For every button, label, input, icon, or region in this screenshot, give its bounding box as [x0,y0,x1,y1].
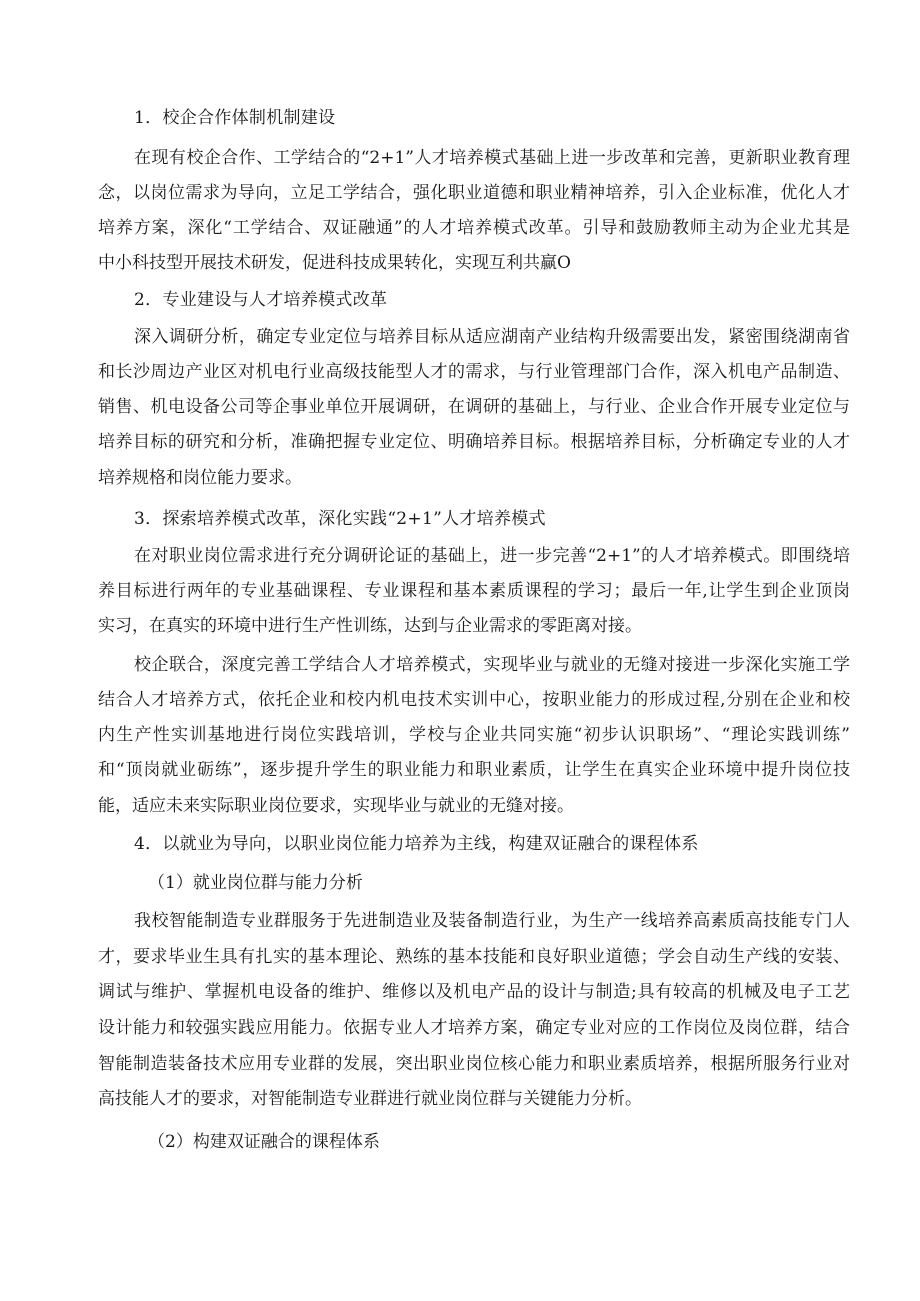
paragraph-line: 深入调研分析，确定专业定位与培养目标从适应湖南产业结构升级需要出发，紧密围绕湖南省 [134,327,850,347]
paragraph-line: 校企联合，深度完善工学结合人才培养模式，实现毕业与就业的无缝对接进一步深化实施工学 [134,655,850,675]
paragraph-line: 才，要求毕业生具有扎实的基本理论、熟练的基本技能和良好职业道德；学会自动生产线的安装、 [98,947,850,967]
paragraph-line: 培养目标的研究和分析，准确把握专业定位、明确培养目标。根据培养目标，分析确定专业的人才 [98,432,850,452]
paragraph-line: 培养规格和岗位能力要求。 [98,468,302,488]
paragraph-line: 能，适应未来实际职业岗位要求，实现毕业与就业的无缝对接。 [98,796,574,816]
heading-3: 3．探索培养模式改革，深化实践“2+1”人才培养模式 [134,509,546,529]
heading-4: 4．以就业为导向，以职业岗位能力培养为主线，构建双证融合的课程体系 [134,834,699,854]
paragraph-line: 在对职业岗位需求进行充分调研论证的基础上，进一步完善“2+1”的人才培养模式。即围绕培 [134,546,850,566]
paragraph-line: 在现有校企合作、工学结合的“2+1”人才培养模式基础上进一步改革和完善，更新职业教育理 [134,148,850,168]
paragraph-line: 设计能力和较强实践应用能力。依据专业人才培养方案，确定专业对应的工作岗位及岗位群，结合 [98,1018,850,1038]
subheading-1: （1）就业岗位群与能力分析 [148,873,363,893]
paragraph-line: 我校智能制造专业群服务于先进制造业及装备制造行业，为生产一线培养高素质高技能专门人 [134,911,850,931]
paragraph-line: 销售、机电设备公司等企事业单位开展调研，在调研的基础上，与行业、企业合作开展专业定位与 [98,397,850,417]
paragraph-line: 念，以岗位需求为导向，立足工学结合，强化职业道德和职业精神培养，引入企业标准，优化人才 [98,183,850,203]
paragraph-line: 结合人才培养方式，依托企业和校内机电技术实训中心，按职业能力的形成过程,分别在企业和校 [98,690,850,710]
paragraph-line: 实习，在真实的环境中进行生产性训练，达到与企业需求的零距离对接。 [98,616,642,636]
paragraph-line: 中小科技型开展技术研发，促进科技成果转化，实现互利共赢O [98,253,571,273]
paragraph-line: 培养方案，深化“工学结合、双证融通”的人才培养模式改革。引导和鼓励教师主动为企业尤其是 [98,218,850,238]
subheading-2: （2）构建双证融合的课程体系 [148,1132,380,1152]
paragraph-line: 内生产性实训基地进行岗位实践培训，学校与企业共同实施“初步认识职场”、“理论实践训练” [98,725,850,745]
paragraph-line: 高技能人才的要求，对智能制造专业群进行就业岗位群与关键能力分析。 [98,1089,642,1109]
paragraph-line: 和“顶岗就业砺练”，逐步提升学生的职业能力和职业素质，让学生在真实企业环境中提升岗位技 [98,760,850,780]
heading-2: 2．专业建设与人才培养模式改革 [134,290,388,310]
paragraph-line: 调试与维护、掌握机电设备的维护、维修以及机电产品的设计与制造;具有较高的机械及电子工艺 [98,982,850,1002]
heading-1: 1．校企合作体制机制建设 [134,108,336,128]
paragraph-line: 和长沙周边产业区对机电行业高级技能型人才的需求，与行业管理部门合作，深入机电产品制造、 [98,362,850,382]
paragraph-line: 智能制造装备技术应用专业群的发展，突出职业岗位核心能力和职业素质培养，根据所服务行业对 [98,1054,850,1074]
paragraph-line: 养目标进行两年的专业基础课程、专业课程和基本素质课程的学习；最后一年,让学生到企业顶岗 [98,581,850,601]
